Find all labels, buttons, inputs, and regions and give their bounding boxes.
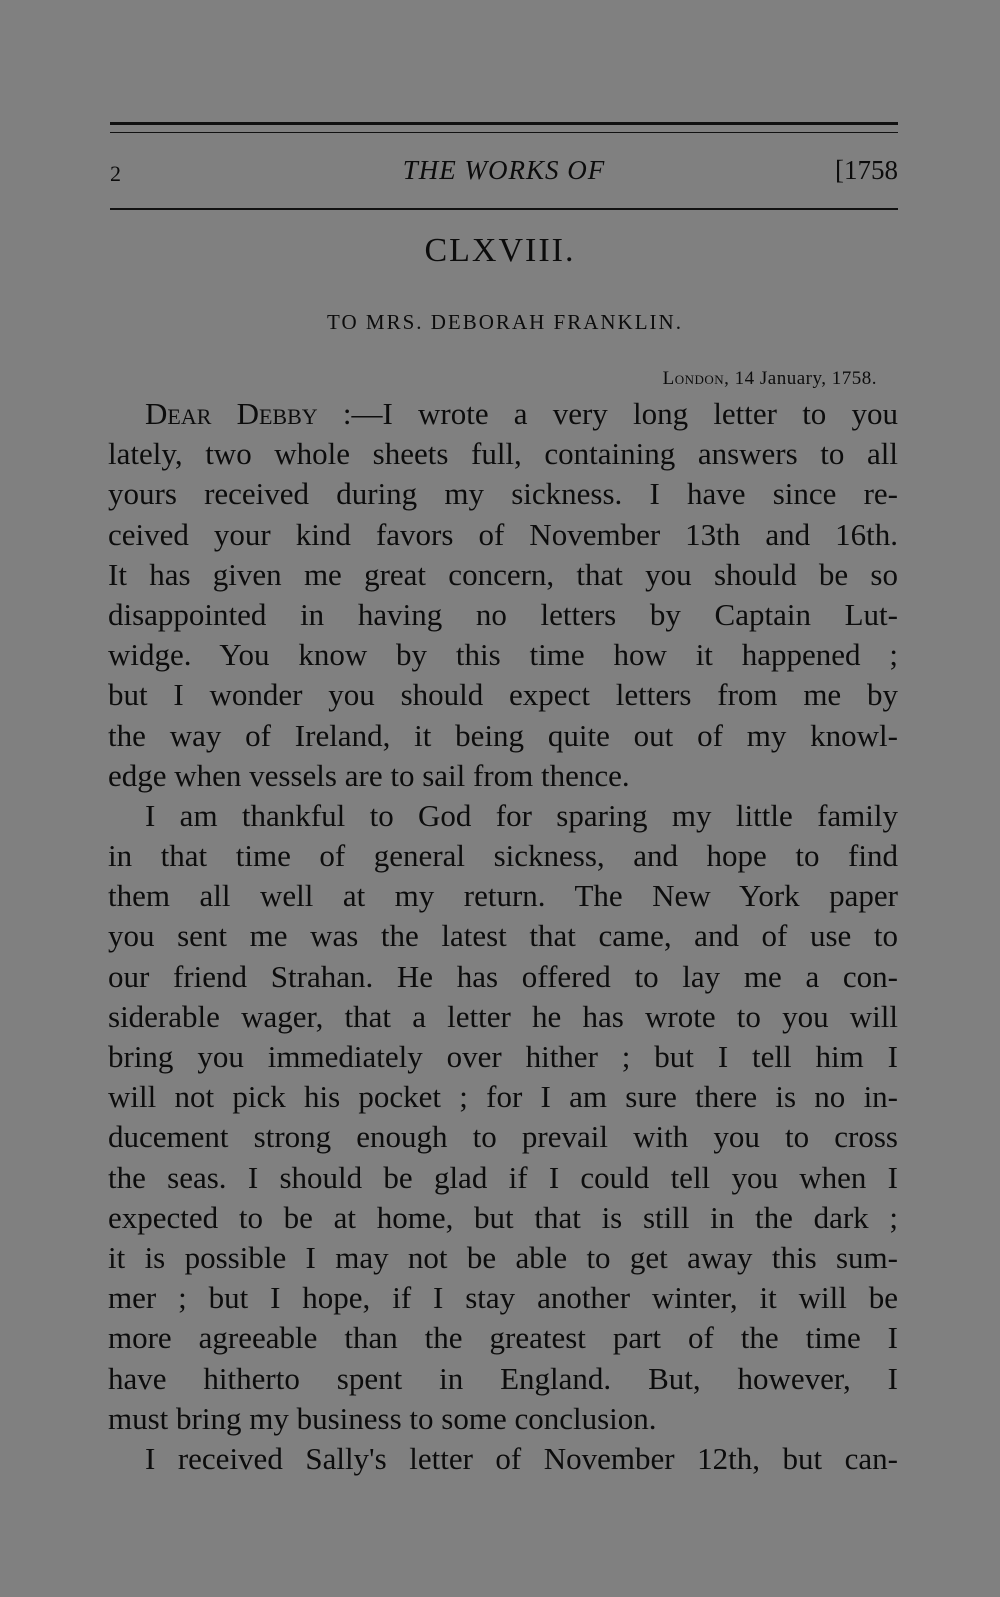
text-line: bring you immediately over hither ; but I tell him I	[108, 1039, 898, 1074]
text-line: ducement strong enough to prevail with you to cross	[108, 1119, 898, 1155]
text-line: edge when vessels are to sail from thence.	[108, 757, 630, 793]
running-title: THE WORKS OF	[402, 155, 606, 185]
text-line: I am thankful to God for sparing my little family	[145, 797, 898, 833]
text-line: yours received during my sickness. I have since re-	[108, 476, 898, 512]
text-line: our friend Strahan. He has offered to lay me a con-	[108, 958, 898, 994]
text-line	[108, 394, 898, 434]
text-line: but I wonder you should expect letters from me by	[108, 677, 898, 713]
text-line: widge. You know by this time how it happened ;	[108, 637, 898, 673]
text-line: It has given me great concern, that you should be so	[108, 556, 898, 592]
text-line: the way of Ireland, it being quite out of my knowl-	[108, 717, 898, 753]
text-line: expected to be at home, but that is still in the dark ;	[108, 1199, 898, 1235]
text-line: lately, two whole sheets full, containing answers to all	[108, 436, 898, 472]
header-rule-top-thin	[110, 132, 898, 133]
letter-dateline	[663, 368, 877, 390]
salutation: Dear Debby	[145, 396, 318, 431]
text-line: ceived your kind favors of November 13th and 16th.	[108, 516, 898, 552]
text-line: them all well at my return. The New York paper	[108, 878, 898, 914]
header-rule-top	[110, 122, 898, 125]
dateline-date: 14 January, 1758.	[734, 368, 877, 389]
year-mark: [1758	[835, 155, 898, 185]
letter-recipient: TO MRS. DEBORAH FRANKLIN.	[327, 310, 683, 334]
running-head	[110, 155, 898, 189]
text-line: have hitherto spent in England. But, however, I	[108, 1360, 898, 1396]
header-rule-bottom	[110, 208, 898, 210]
text-line: will not pick his pocket ; for I am sure there is no in-	[108, 1079, 898, 1115]
text-line: more agreeable than the greatest part of the time I	[108, 1320, 898, 1356]
text-line: you sent me was the latest that came, and of use to	[108, 918, 898, 954]
text-line: in that time of general sickness, and hope to find	[108, 838, 898, 874]
text-line-content: :—I wrote a very long letter to you	[342, 396, 898, 431]
text-line: must bring my business to some conclusion.	[108, 1400, 657, 1436]
dateline-place: London,	[662, 368, 730, 389]
text-line: mer ; but I hope, if I stay another winter, it will be	[108, 1280, 898, 1316]
text-line: I received Sally's letter of November 12th, but can-	[145, 1440, 898, 1476]
text-line: the seas. I should be glad if I could tell you when I	[108, 1159, 898, 1195]
text-line: disappointed in having no letters by Captain Lut-	[108, 596, 898, 632]
page-number: 2	[110, 161, 121, 186]
text-line: siderable wager, that a letter he has wrote to you will	[108, 998, 898, 1034]
letter-number: CLXVIII.	[424, 232, 576, 269]
text-line: it is possible I may not be able to get away this sum-	[108, 1239, 898, 1275]
letter-body	[108, 394, 898, 1479]
